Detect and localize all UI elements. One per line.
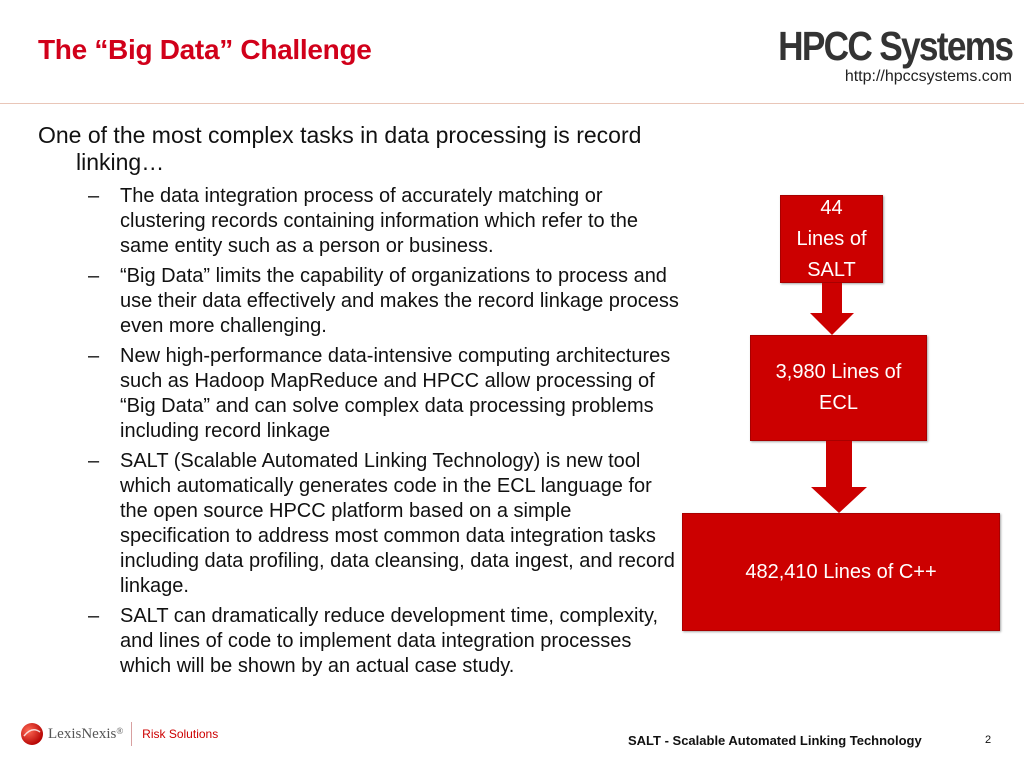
logo-wordmark: HPCC Systems (777, 23, 1012, 69)
footer-separator (131, 722, 132, 746)
slide-body (38, 122, 688, 684)
cpp-lines-box (682, 513, 1000, 631)
sub-bullet-text: The data integration process of accurately matching or clustering records containing information which refer to the same entity such as a person or business. (120, 185, 639, 257)
footer-division: Risk Solutions (142, 727, 219, 741)
header-divider (0, 103, 1024, 104)
footer-caption: SALT - Scalable Automated Linking Technology (628, 733, 922, 748)
sub-bullet (38, 449, 680, 599)
salt-lines-count: 44 (820, 196, 843, 219)
sub-bullet (38, 264, 680, 339)
dash-marker: – (88, 265, 100, 287)
cpp-lines-label: 482,410 Lines of C++ (745, 560, 937, 583)
sub-bullet (38, 604, 680, 679)
salt-lines-language: SALT (807, 258, 856, 281)
dash-marker: – (88, 185, 100, 207)
sub-bullet-text: SALT (Scalable Automated Linking Technology) is new tool which automatically generates code in the ECL language for the open source HPCC platform based on a simple specification to address most common data integration tasks including data profiling, data cleansing, data ingest, and record linkage. (120, 450, 675, 597)
sub-bullet-text: “Big Data” limits the capability of organizations to process and use their data effectively and makes the record linkage process even more challenging. (120, 265, 679, 337)
main-bullet: One of the most complex tasks in data processing is record linking… (38, 122, 642, 175)
salt-lines-label: Lines of (796, 227, 867, 250)
ecl-lines-box (750, 335, 927, 441)
lexisnexis-wordmark: LexisNexis® (48, 725, 124, 742)
lexisnexis-logo (20, 722, 218, 746)
sub-bullet-text: SALT can dramatically reduce development time, complexity, and lines of code to implement data integration processes which will be shown by an actual case study. (120, 605, 659, 677)
lexisnexis-globe-icon (20, 722, 44, 746)
dash-marker: – (88, 605, 100, 627)
registered-mark: ® (116, 725, 124, 736)
sub-bullet-text: New high-performance data-intensive computing architectures such as Hadoop MapReduce and HPCC allow processing of “Big Data” and can solve complex data processing problems including record linkage (120, 345, 671, 442)
down-arrow-icon (811, 441, 867, 513)
down-arrow-icon (810, 283, 854, 335)
salt-lines-box (780, 195, 883, 283)
ecl-lines-language: ECL (819, 392, 858, 414)
logo-url: http://hpccsystems.com (844, 68, 1012, 85)
slide-title: The “Big Data” Challenge (38, 34, 372, 65)
dash-marker: – (88, 345, 100, 367)
hpcc-logo (740, 23, 1012, 86)
page-number: 2 (985, 734, 992, 746)
ecl-lines-label: 3,980 Lines of (775, 361, 902, 383)
sub-bullet (38, 344, 680, 444)
dash-marker: – (88, 450, 100, 472)
sub-bullet-list (38, 184, 688, 679)
sub-bullet (38, 184, 680, 259)
